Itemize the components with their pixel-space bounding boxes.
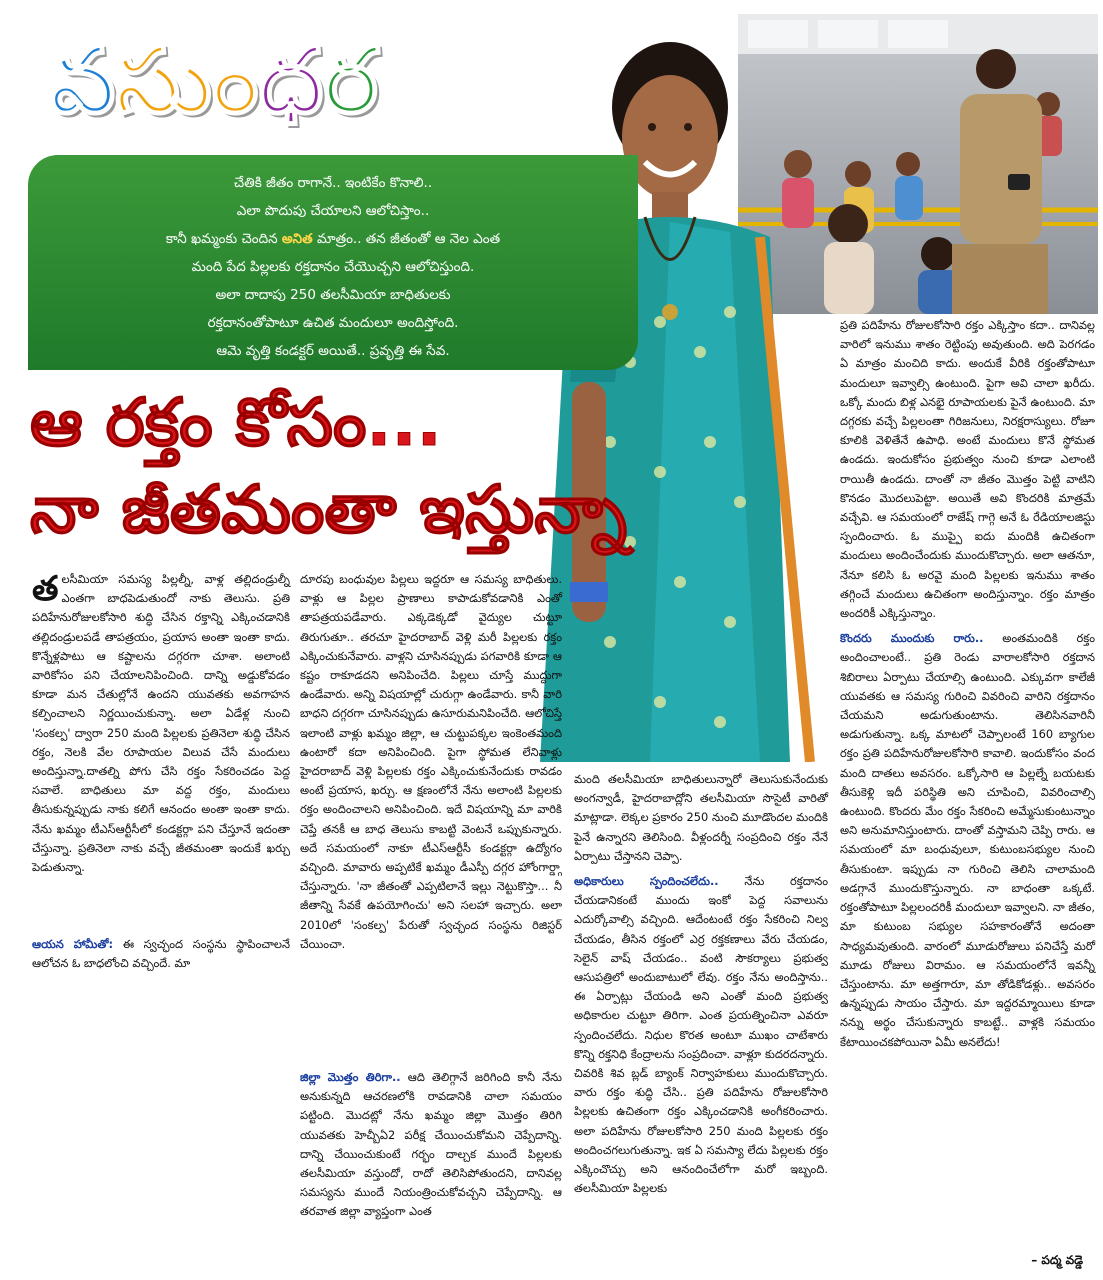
column-2b-text: ఆది తెలిగ్గానే జరిగింది కానీ నేను అనుకున్నది ఆచరణలోకి రావడానికి చాలా సమయం పట్టింది. మొదట్లో నేను ఖమ్మం జిల్లా మొత్తం తిరిగి యువతకు హెచ్బీఏ2 పరీక్ష చేయించుకోమని చెప్పేదాన్ని. దాన్ని చేయించుకుంటే గర్భం దాల్చక ముందే పిల్లలకు తలసీమియా వస్తుందో, రాదో తెలిసిపోతుందని, దానివల్ల సమస్యను ముందే నియంత్రించుకోవచ్చని చెప్పేదాన్ని. ఆ తరవాత జిల్లా వ్యాప్తంగా ఎంత	[300, 1070, 563, 1219]
subhead-district: జిల్లా మొత్తం తిరిగా..	[300, 1070, 401, 1084]
intro-line-7: ఆమె వృత్తి కండక్టర్ అయితే.. ప్రవృత్తి ఈ సేవ.	[216, 343, 450, 359]
column-1b-text: ఈ స్వచ్ఛంద సంస్థను స్థాపించాలనే ఆలోచన ఓ బాధలోంచి వచ్చిందే. మా	[32, 937, 290, 971]
column-1-text: లసీమియా సమస్య పిల్లల్నీ, వాళ్ల తల్లిదండ్రుల్నీ ఎంతగా బాధపెడుతుందో నాకు తెలుసు. ప్రతి పదిహేనురోజులకోసారి శుద్ధి చేసిన రక్తాన్ని ఎక్కించడానికి తల్లిదండ్రులపడే తాపత్రయం, ప్రయాస అంతా ఇంతా కాదు. కొన్నేళ్లపాటు ఆ కష్టాలను దగ్గరగా చూశా. అలాంటి వారికోసం పని చేయాలనిపించింది. దాన్ని అడ్డుకోవడం కూడా మన చేతుల్లోనే ఉందని యువతకు అవగాహన కల్పించాలని నిర్ణయించుకున్నా. అలా ఏడేళ్ల నుంచి 'సంకల్ప' ద్వారా 250 మంది పిల్లలకు ప్రతినెలా శుద్ధి చేసిన రక్తం, నెలకి వేల రూపాయల విలువ చేసే మందులు అందిస్తున్నా.దాతల్ని పోగు చేసి రక్తం సేకరించడం పెద్ద సవాలే. బాధితులు మా వద్ద రక్తం, మందులు తీసుకున్నప్పుడు నాకు కలిగే ఆనందం అంతా ఇంతా కాదు. నేను ఖమ్మం టీఎస్ఆర్టీసీలో కండక్టర్గా పని చేస్తూనే ఇదంతా చేస్తున్నా. ప్రతినెలా నాకు వచ్చే జీతమంతా ఇందుకే ఖర్చు పెడుతున్నా.	[32, 572, 290, 875]
intro-box	[28, 155, 638, 370]
article-column-2	[300, 570, 562, 1070]
column-2-text: దూరపు బంధువుల పిల్లలు ఇద్దరూ ఆ సమస్య బాధితులు. వాళ్లు ఆ పిల్లల ప్రాణాలు కాపాడుకోవడానికి ఎంతో తాపత్రయపడేవారు. ఎక్కడెక్కడో వైద్యుల చుట్టూ తిరుగుతూ.. తరచూ హైదరాబాద్ వెళ్లి మరీ పిల్లలకు రక్తం ఎక్కించుకునేవారు. వాళ్లని చూసినప్పుడు పగవారికి కూడా ఆ కష్టం రాకూడదని అనిపించేది. పిల్లలు చూస్తే ముద్దుగా ఉండేవారు. అన్ని విషయాల్లో చురుగ్గా ఉండేవారు. కానీ వారి బాధని దగ్గరగా చూసినప్పుడు ఉసూరుమనిపించేది. ఆలోచిస్తే ఇలాంటి వాళ్లు ఖమ్మం జిల్లా, ఆ చుట్టుపక్కల ఇంకెంతమంది ఉంటారో కదా అనిపించింది. పైగా స్థోమత లేనివాళ్లు హైదరాబాద్ వెళ్లి పిల్లలకు రక్తం ఎక్కించుకునేందుకు రావడం అంటే ప్రయాస, ఖర్చు. ఆ క్షణంలోనే నేను అలాంటి పిల్లలకు రక్తం అందించాలని అనిపించింది. ఇదే విషయాన్ని మా వారికి చెప్తే తనకీ ఆ బాధ తెలుసు కాబట్టి వెంటనే ఒప్పుకున్నారు. అదే సమయంలో నాకూ టీఎస్ఆర్టీసీ కండక్టర్గా ఉద్యోగం వచ్చింది. మావారు అప్పటికే ఖమ్మం డీఎస్పీ దగ్గర హోంగార్డ్గా చేస్తున్నారు. 'నా జీతంతో ఎప్పటిలానే ఇల్లు నెట్టుకొస్తా... నీ జీతాన్ని సేవకే ఉపయోగించు' అని సలహా ఇచ్చారు. అలా 2010లో 'సంకల్ప' పేరుతో స్వచ్ఛంద సంస్థను రిజిస్టర్ చేయించా.	[300, 572, 562, 951]
article-column-1	[32, 570, 290, 930]
intro-line-2: ఎలా పొదుపు చేయాలని ఆలోచిస్తాం..	[236, 203, 430, 219]
masthead-letter-4: ర	[323, 27, 378, 134]
intro-line-1: చేతికి జీతం రాగానే.. ఇంటికేం కొనాలి..	[233, 175, 433, 191]
intro-highlight-name: అనిత	[281, 231, 313, 247]
article-column-3	[574, 770, 828, 1260]
subhead-promise: ఆయన హామీతో:	[32, 937, 114, 951]
article-column-4	[840, 316, 1095, 1266]
column-4-text: ప్రతి పదిహేను రోజులకోసారి రక్తం ఎక్కిస్తాం కదా.. దానివల్ల వారిలో ఇనుము శాతం రెట్టింపు అవుతుంది. అది పెరగడం ఏ మాత్రం మంచిది కాదు. అందుకే వీరికి రక్తంతోపాటూ మందులూ ఇవ్వాల్సి ఉంటుంది. పైగా అవి చాలా ఖరీదు. ఒక్కో మందు బిళ్ల ఎనభై రూపాయలకు పైనే ఉంటుంది. మా దగ్గరకు వచ్చే పిల్లలంతా గిరిజనులు, నిరక్షరాస్యులు. రోజూ కూలికి వెళితేనే ఉపాధి. అంటే మందులు కొనే స్థోమత ఉండదు. ఇందుకోసం ప్రభుత్వం నుంచి కూడా ఎలాంటి రాయితీ ఉండదు. దాంతో నా జీతం మొత్తం పెట్టి వాటిని కొనడం మొదలుపెట్టా. అయితే అవి కొందరికి మాత్రమే వచ్చేవి. ఆ సమయంలో రాజేష్ గాగ్గె అనే ఓ రేడియాలజిస్టు స్పందించారు. ఓ ముప్పై ఐదు మందికి ఉచితంగా మందులు అందించేందుకు ముందుకొచ్చారు. అలా ఆతనూ, నేనూ కలిసి ఓ అరవై మంది పిల్లలకు ఇనుము శాతం తగ్గించే మందులు ఉచితంగా అందిస్తున్నాం. రక్తం మాత్రం అందరికీ ఎక్కిస్తున్నాం.	[840, 318, 1095, 621]
intro-line-3b: మాత్రం.. తన జీతంతో ఆ నెల ఎంత	[312, 231, 501, 247]
masthead-letter-2: సుం	[115, 27, 259, 134]
drop-cap: త	[32, 569, 59, 609]
column-3-text-2: నేను రక్తదానం చేయడానికంటే ముందు ఇంకో పెద్ద సవాలును ఎదుర్కోవాల్సి వచ్చింది. ఆదేంటంటే రక్తం సేకరించి నిల్వ చేయడం, తీసిన రక్తంలో ఎర్ర రక్తకణాలు వేరు చేయడం, సెలైన్ వాష్ చేయడం.. వంటి సౌకర్యాలు ప్రభుత్వ ఆసుపత్రిలో అందుబాటులో లేవు. రక్తం నేను అందిస్తాను.. ఈ ఏర్పాట్లు చేయండి అని ఎంతో మంది ప్రభుత్వ అధికారుల చుట్టూ తిరిగా. ఎంత ప్రయత్నించినా ఎవరూ స్పందించలేదు. నిధుల కొరత అంటూ ముఖం చాటేశారు కొన్ని రక్తనిధి కేంద్రాలను సంప్రదించా. వాళ్లూ కుదరదన్నారు. చివరికి శివ బ్లడ్ బ్యాంక్ నిర్వాహకులు ముందుకొచ్చారు. వారు రక్తం శుద్ధి చేసి.. ప్రతి పదిహేను రోజులకోసారి పిల్లలకు ఉచితంగా రక్తం ఎక్కించడానికి అంగీకరించారు. అలా పదిహేను రోజులకోసారి 250 మంది పిల్లలకు రక్తం అందించగలుగుతున్నా. ఇక ఏ సమస్యా లేదు పిల్లలకు రక్తం ఎక్కించొచ్చు అని ఆనందించేలోగా మరో ఇబ్బంది. తలసీమియా పిల్లలకు	[574, 874, 828, 1196]
column-4-text-2: అంతమందికి రక్తం అందించాలంటే.. ప్రతి రెండు వారాలకోసారి రక్తదాన శిబిరాలు ఏర్పాటు చేయాల్సి ఉంటుంది. ఎక్కువగా కాలేజీ యువతకు ఆ సమస్య గురించి వివరించి వారిని రక్తదానం చేయమని అడుగుతుంటాను. తెలిసినవారినీ అడుగుతున్నా. ఒక్క మాటలో చెప్పాలంటే 160 బ్యాగుల రక్తం ప్రతి పదిహేనురోజులకోసారి కావాలి. ఇందుకోసం వంద మంది దాతలు అవసరం. ఒక్కోసారి ఆ పిల్లల్నే బయటకు తీసుకెళ్లి ఇదీ పరిస్థితి అని చూపించి, వివరించాల్సి ఉంటుంది. కొందరు మేం రక్తం సేకరించి అమ్మేసుకుంటున్నాం అని అనుమానిస్తుంటారు. దాంతో వస్తామని చెప్పి రారు. ఆ సమయంలో మా బంధువులూ, కుటుంబసభ్యుల నుంచి తీసుకుంటా. ఇప్పుడు నా గురించి తెలిసి చాలామంది అడగ్గానే ముందుకొస్తున్నారు. నా బాధంతా ఒక్కటే. రక్తంతోపాటూ పిల్లలందరికీ మందులూ ఇవ్వాలని. నా జీతం, మా కుటుంబ సభ్యుల సహకారంతోనే అదంతా సాధ్యమవుతుంది. వారంలో మూడురోజులు పనిచేస్తే మరో మూడు రోజులు విరామం. ఆ సమయంలోనే ఇవన్నీ చేస్తుంటాను. మా అత్తగారూ, మా తోడికోడళ్లు.. అవసరం ఉన్నప్పుడు సాయం చేస్తారు. మా ఇద్దరమ్మాయిలు కూడా నన్ను అర్థం చేసుకున్నారు కాబట్టే.. వాళ్లకి సమయం కేటాయించకపోయినా ఏమీ అనలేదు!	[840, 631, 1096, 1049]
masthead-letter-3: ధ	[258, 27, 324, 134]
intro-line-5: అలా దాదాపు 250 తలసీమియా బాధితులకు	[215, 287, 451, 303]
headline-line-2: నా జీతమంతా ఇస్తున్నా	[30, 471, 627, 548]
byline: – పద్మ వడ్డె	[1031, 1253, 1083, 1267]
masthead-logo	[50, 22, 590, 140]
intro-line-3a: కానీ ఖమ్మంకు చెందిన	[165, 231, 282, 247]
column-3-text: మంది తలసీమియా బాధితులున్నారో తెలుసుకునేందుకు అంగన్వాడీ, హైదరాబాద్లోని తలసీమియా సొసైటీ వారితో మాట్లాడా. లెక్కల ప్రకారం 250 నుంచి మూడొందల మందికి పైనే ఉన్నారని తెలిసింది. వీళ్లందర్నీ సంప్రదించి రక్తం నేనే ఏర్పాటు చేస్తానని చెప్పా.	[574, 772, 828, 863]
masthead-letter-1: వ	[50, 27, 116, 134]
subhead-volunteers: కొందరు ముందుకు రారు..	[840, 631, 984, 646]
subhead-officials: అధికారులు స్పందించలేదు..	[574, 874, 719, 889]
article-column-2-continued	[300, 1068, 562, 1268]
intro-line-6: రక్తదానంతోపాటూ ఉచిత మందులూ అందిస్తోంది.	[207, 315, 459, 331]
intro-line-4: మంది పేద పిల్లలకు రక్తదానం చేయొచ్చని ఆలోచిస్తుంది.	[191, 259, 475, 275]
intro-line-3	[46, 225, 620, 253]
headline-line-1: ఆ రక్తం కోసం...	[30, 384, 442, 461]
portrait-photo	[520, 22, 830, 762]
article-column-1-continued	[32, 935, 290, 1085]
